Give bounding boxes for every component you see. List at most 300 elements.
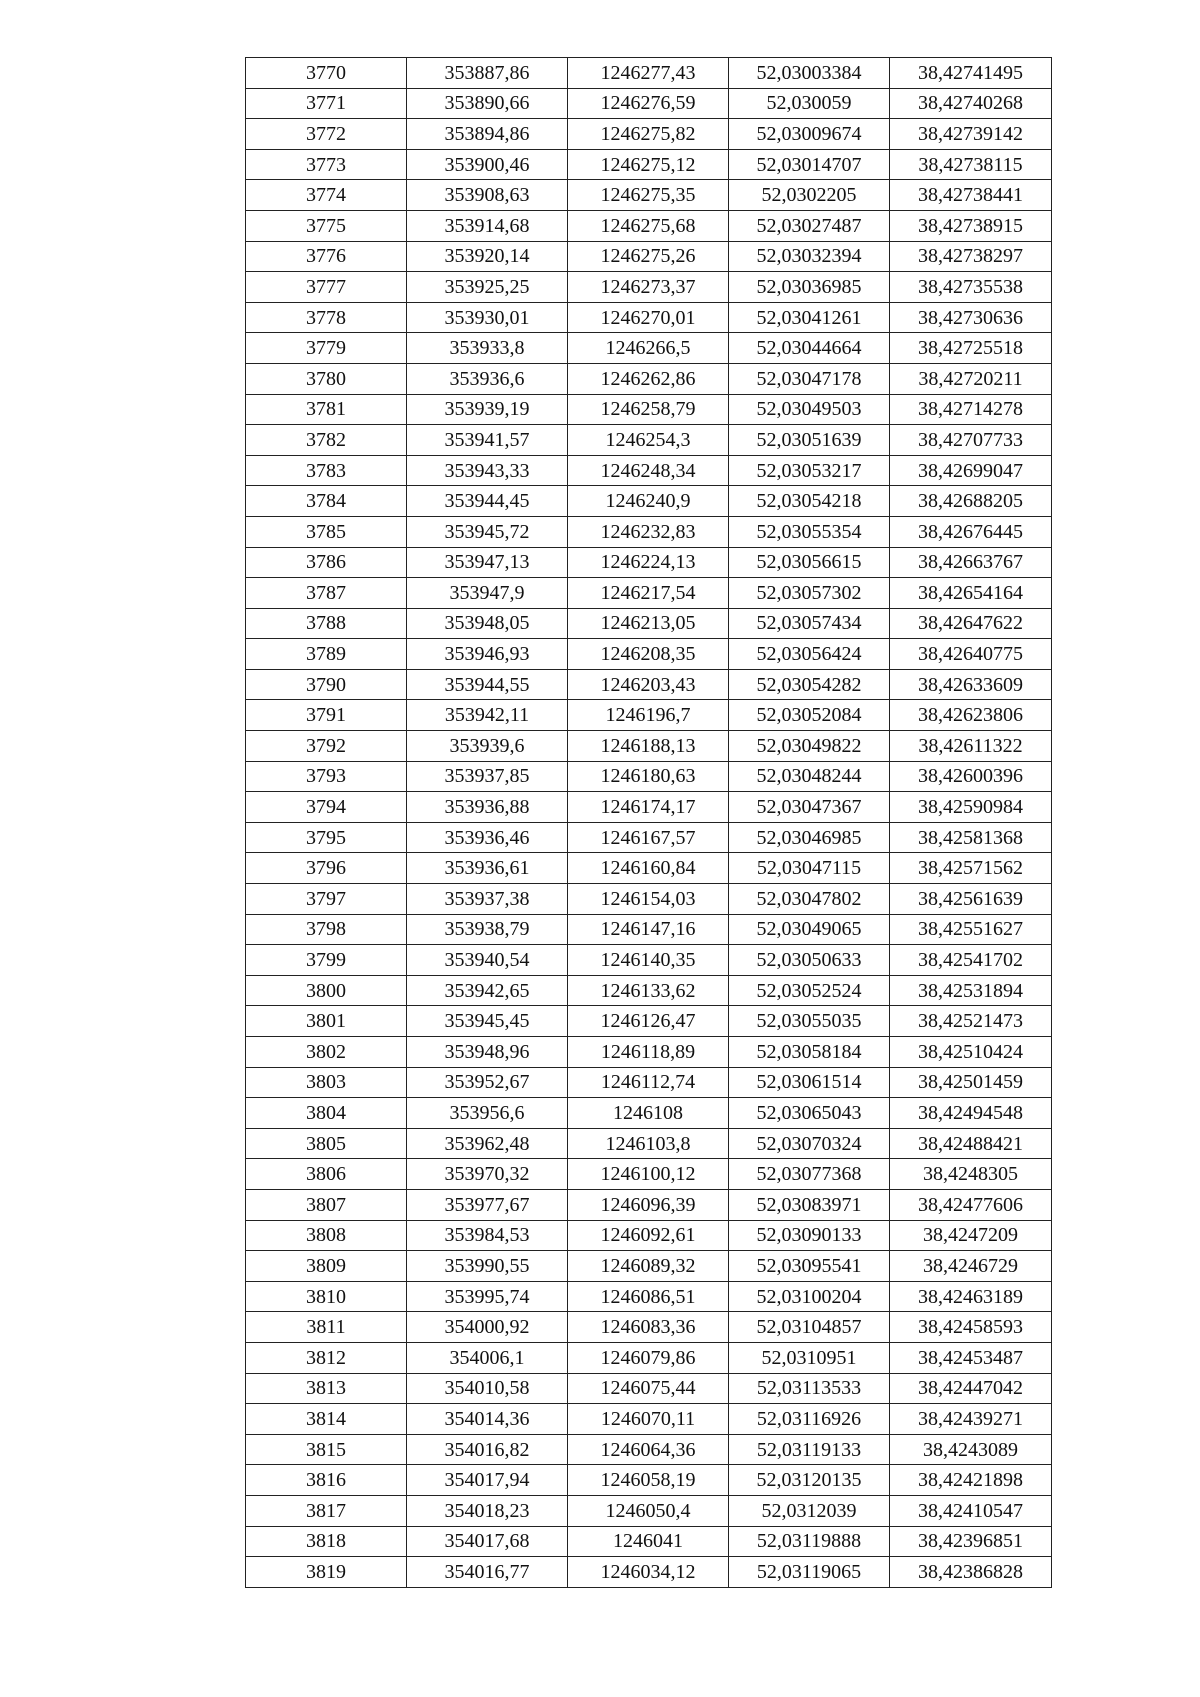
latitude-cell: 52,03049822 xyxy=(729,731,890,762)
table-row xyxy=(246,1098,1052,1129)
y-coordinate-cell: 1246070,11 xyxy=(568,1404,729,1435)
y-coordinate-cell: 1246086,51 xyxy=(568,1281,729,1312)
x-coordinate-cell: 353908,63 xyxy=(407,180,568,211)
point-number-cell: 3811 xyxy=(246,1312,407,1343)
longitude-cell: 38,42663767 xyxy=(890,547,1052,578)
table-row xyxy=(246,1037,1052,1068)
longitude-cell: 38,42676445 xyxy=(890,516,1052,547)
point-number-cell: 3791 xyxy=(246,700,407,731)
point-number-cell: 3810 xyxy=(246,1281,407,1312)
longitude-cell: 38,42488421 xyxy=(890,1128,1052,1159)
x-coordinate-cell: 353942,65 xyxy=(407,975,568,1006)
point-number-cell: 3801 xyxy=(246,1006,407,1037)
y-coordinate-cell: 1246277,43 xyxy=(568,58,729,89)
latitude-cell: 52,03046985 xyxy=(729,822,890,853)
point-number-cell: 3779 xyxy=(246,333,407,364)
latitude-cell: 52,03052524 xyxy=(729,975,890,1006)
x-coordinate-cell: 353956,6 xyxy=(407,1098,568,1129)
latitude-cell: 52,03119133 xyxy=(729,1434,890,1465)
x-coordinate-cell: 354000,92 xyxy=(407,1312,568,1343)
y-coordinate-cell: 1246258,79 xyxy=(568,394,729,425)
x-coordinate-cell: 354017,94 xyxy=(407,1465,568,1496)
y-coordinate-cell: 1246160,84 xyxy=(568,853,729,884)
point-number-cell: 3787 xyxy=(246,578,407,609)
table-row xyxy=(246,1495,1052,1526)
x-coordinate-cell: 354010,58 xyxy=(407,1373,568,1404)
y-coordinate-cell: 1246213,05 xyxy=(568,608,729,639)
latitude-cell: 52,0310951 xyxy=(729,1342,890,1373)
latitude-cell: 52,03027487 xyxy=(729,210,890,241)
x-coordinate-cell: 353995,74 xyxy=(407,1281,568,1312)
latitude-cell: 52,03119065 xyxy=(729,1557,890,1588)
table-row xyxy=(246,1006,1052,1037)
point-number-cell: 3806 xyxy=(246,1159,407,1190)
y-coordinate-cell: 1246140,35 xyxy=(568,945,729,976)
x-coordinate-cell: 353962,48 xyxy=(407,1128,568,1159)
table-row xyxy=(246,608,1052,639)
table-row xyxy=(246,241,1052,272)
y-coordinate-cell: 1246092,61 xyxy=(568,1220,729,1251)
table-row xyxy=(246,792,1052,823)
table-row xyxy=(246,149,1052,180)
latitude-cell: 52,030059 xyxy=(729,88,890,119)
y-coordinate-cell: 1246167,57 xyxy=(568,822,729,853)
y-coordinate-cell: 1246112,74 xyxy=(568,1067,729,1098)
latitude-cell: 52,03014707 xyxy=(729,149,890,180)
latitude-cell: 52,03050633 xyxy=(729,945,890,976)
table-row xyxy=(246,1067,1052,1098)
x-coordinate-cell: 353936,88 xyxy=(407,792,568,823)
point-number-cell: 3774 xyxy=(246,180,407,211)
point-number-cell: 3785 xyxy=(246,516,407,547)
x-coordinate-cell: 353944,55 xyxy=(407,669,568,700)
x-coordinate-cell: 353887,86 xyxy=(407,58,568,89)
y-coordinate-cell: 1246126,47 xyxy=(568,1006,729,1037)
y-coordinate-cell: 1246270,01 xyxy=(568,302,729,333)
table-row xyxy=(246,822,1052,853)
point-number-cell: 3776 xyxy=(246,241,407,272)
x-coordinate-cell: 353947,9 xyxy=(407,578,568,609)
longitude-cell: 38,42738297 xyxy=(890,241,1052,272)
y-coordinate-cell: 1246083,36 xyxy=(568,1312,729,1343)
latitude-cell: 52,03049065 xyxy=(729,914,890,945)
point-number-cell: 3808 xyxy=(246,1220,407,1251)
x-coordinate-cell: 353943,33 xyxy=(407,455,568,486)
y-coordinate-cell: 1246147,16 xyxy=(568,914,729,945)
point-number-cell: 3797 xyxy=(246,884,407,915)
point-number-cell: 3794 xyxy=(246,792,407,823)
latitude-cell: 52,03003384 xyxy=(729,58,890,89)
latitude-cell: 52,0302205 xyxy=(729,180,890,211)
x-coordinate-cell: 354016,82 xyxy=(407,1434,568,1465)
longitude-cell: 38,42447042 xyxy=(890,1373,1052,1404)
point-number-cell: 3770 xyxy=(246,58,407,89)
y-coordinate-cell: 1246154,03 xyxy=(568,884,729,915)
x-coordinate-cell: 353939,19 xyxy=(407,394,568,425)
latitude-cell: 52,03056424 xyxy=(729,639,890,670)
latitude-cell: 52,03119888 xyxy=(729,1526,890,1557)
longitude-cell: 38,42738915 xyxy=(890,210,1052,241)
y-coordinate-cell: 1246133,62 xyxy=(568,975,729,1006)
table-row xyxy=(246,547,1052,578)
x-coordinate-cell: 353933,8 xyxy=(407,333,568,364)
y-coordinate-cell: 1246174,17 xyxy=(568,792,729,823)
x-coordinate-cell: 353930,01 xyxy=(407,302,568,333)
y-coordinate-cell: 1246050,4 xyxy=(568,1495,729,1526)
point-number-cell: 3818 xyxy=(246,1526,407,1557)
table-row xyxy=(246,1189,1052,1220)
x-coordinate-cell: 354006,1 xyxy=(407,1342,568,1373)
longitude-cell: 38,42741495 xyxy=(890,58,1052,89)
point-number-cell: 3809 xyxy=(246,1251,407,1282)
point-number-cell: 3773 xyxy=(246,149,407,180)
y-coordinate-cell: 1246180,63 xyxy=(568,761,729,792)
table-row xyxy=(246,1434,1052,1465)
table-row xyxy=(246,731,1052,762)
table-row xyxy=(246,1159,1052,1190)
table-row xyxy=(246,639,1052,670)
point-number-cell: 3793 xyxy=(246,761,407,792)
longitude-cell: 38,42714278 xyxy=(890,394,1052,425)
longitude-cell: 38,42386828 xyxy=(890,1557,1052,1588)
point-number-cell: 3813 xyxy=(246,1373,407,1404)
latitude-cell: 52,03047367 xyxy=(729,792,890,823)
x-coordinate-cell: 353984,53 xyxy=(407,1220,568,1251)
latitude-cell: 52,03047115 xyxy=(729,853,890,884)
table-row xyxy=(246,88,1052,119)
x-coordinate-cell: 353952,67 xyxy=(407,1067,568,1098)
longitude-cell: 38,4246729 xyxy=(890,1251,1052,1282)
y-coordinate-cell: 1246275,82 xyxy=(568,119,729,150)
latitude-cell: 52,03051639 xyxy=(729,425,890,456)
y-coordinate-cell: 1246254,3 xyxy=(568,425,729,456)
latitude-cell: 52,0312039 xyxy=(729,1495,890,1526)
point-number-cell: 3796 xyxy=(246,853,407,884)
table-row xyxy=(246,516,1052,547)
point-number-cell: 3790 xyxy=(246,669,407,700)
latitude-cell: 52,03047178 xyxy=(729,363,890,394)
latitude-cell: 52,03047802 xyxy=(729,884,890,915)
point-number-cell: 3799 xyxy=(246,945,407,976)
latitude-cell: 52,03120135 xyxy=(729,1465,890,1496)
point-number-cell: 3817 xyxy=(246,1495,407,1526)
latitude-cell: 52,03065043 xyxy=(729,1098,890,1129)
x-coordinate-cell: 353948,96 xyxy=(407,1037,568,1068)
longitude-cell: 38,42654164 xyxy=(890,578,1052,609)
table-row xyxy=(246,210,1052,241)
y-coordinate-cell: 1246103,8 xyxy=(568,1128,729,1159)
longitude-cell: 38,42581368 xyxy=(890,822,1052,853)
x-coordinate-cell: 353947,13 xyxy=(407,547,568,578)
point-number-cell: 3792 xyxy=(246,731,407,762)
x-coordinate-cell: 353936,61 xyxy=(407,853,568,884)
latitude-cell: 52,03057434 xyxy=(729,608,890,639)
table-row xyxy=(246,1342,1052,1373)
y-coordinate-cell: 1246203,43 xyxy=(568,669,729,700)
latitude-cell: 52,03048244 xyxy=(729,761,890,792)
latitude-cell: 52,03056615 xyxy=(729,547,890,578)
point-number-cell: 3780 xyxy=(246,363,407,394)
y-coordinate-cell: 1246262,86 xyxy=(568,363,729,394)
latitude-cell: 52,03083971 xyxy=(729,1189,890,1220)
longitude-cell: 38,42494548 xyxy=(890,1098,1052,1129)
table-row xyxy=(246,1128,1052,1159)
table-row xyxy=(246,1312,1052,1343)
longitude-cell: 38,42699047 xyxy=(890,455,1052,486)
y-coordinate-cell: 1246248,34 xyxy=(568,455,729,486)
x-coordinate-cell: 353945,45 xyxy=(407,1006,568,1037)
point-number-cell: 3812 xyxy=(246,1342,407,1373)
longitude-cell: 38,42688205 xyxy=(890,486,1052,517)
latitude-cell: 52,03055354 xyxy=(729,516,890,547)
latitude-cell: 52,03077368 xyxy=(729,1159,890,1190)
table-row xyxy=(246,455,1052,486)
table-row xyxy=(246,1465,1052,1496)
table-row xyxy=(246,669,1052,700)
table-row xyxy=(246,333,1052,364)
latitude-cell: 52,03095541 xyxy=(729,1251,890,1282)
x-coordinate-cell: 353936,46 xyxy=(407,822,568,853)
longitude-cell: 38,42725518 xyxy=(890,333,1052,364)
x-coordinate-cell: 353948,05 xyxy=(407,608,568,639)
x-coordinate-cell: 353946,93 xyxy=(407,639,568,670)
point-number-cell: 3798 xyxy=(246,914,407,945)
point-number-cell: 3788 xyxy=(246,608,407,639)
latitude-cell: 52,03036985 xyxy=(729,272,890,303)
x-coordinate-cell: 353900,46 xyxy=(407,149,568,180)
longitude-cell: 38,42521473 xyxy=(890,1006,1052,1037)
latitude-cell: 52,03058184 xyxy=(729,1037,890,1068)
longitude-cell: 38,42561639 xyxy=(890,884,1052,915)
longitude-cell: 38,42730636 xyxy=(890,302,1052,333)
longitude-cell: 38,4247209 xyxy=(890,1220,1052,1251)
x-coordinate-cell: 353938,79 xyxy=(407,914,568,945)
longitude-cell: 38,42611322 xyxy=(890,731,1052,762)
x-coordinate-cell: 353977,67 xyxy=(407,1189,568,1220)
latitude-cell: 52,03041261 xyxy=(729,302,890,333)
point-number-cell: 3819 xyxy=(246,1557,407,1588)
point-number-cell: 3781 xyxy=(246,394,407,425)
point-number-cell: 3775 xyxy=(246,210,407,241)
y-coordinate-cell: 1246224,13 xyxy=(568,547,729,578)
x-coordinate-cell: 353944,45 xyxy=(407,486,568,517)
x-coordinate-cell: 353940,54 xyxy=(407,945,568,976)
table-row xyxy=(246,884,1052,915)
table-row xyxy=(246,425,1052,456)
latitude-cell: 52,03052084 xyxy=(729,700,890,731)
point-number-cell: 3771 xyxy=(246,88,407,119)
x-coordinate-cell: 353894,86 xyxy=(407,119,568,150)
latitude-cell: 52,03116926 xyxy=(729,1404,890,1435)
y-coordinate-cell: 1246079,86 xyxy=(568,1342,729,1373)
point-number-cell: 3802 xyxy=(246,1037,407,1068)
longitude-cell: 38,42477606 xyxy=(890,1189,1052,1220)
longitude-cell: 38,42738441 xyxy=(890,180,1052,211)
y-coordinate-cell: 1246089,32 xyxy=(568,1251,729,1282)
latitude-cell: 52,03057302 xyxy=(729,578,890,609)
x-coordinate-cell: 353945,72 xyxy=(407,516,568,547)
table-row xyxy=(246,1220,1052,1251)
table-row xyxy=(246,58,1052,89)
x-coordinate-cell: 353939,6 xyxy=(407,731,568,762)
longitude-cell: 38,42739142 xyxy=(890,119,1052,150)
latitude-cell: 52,03032394 xyxy=(729,241,890,272)
longitude-cell: 38,42640775 xyxy=(890,639,1052,670)
longitude-cell: 38,42501459 xyxy=(890,1067,1052,1098)
latitude-cell: 52,03053217 xyxy=(729,455,890,486)
table-row xyxy=(246,700,1052,731)
y-coordinate-cell: 1246275,35 xyxy=(568,180,729,211)
longitude-cell: 38,42647622 xyxy=(890,608,1052,639)
y-coordinate-cell: 1246064,36 xyxy=(568,1434,729,1465)
x-coordinate-cell: 354017,68 xyxy=(407,1526,568,1557)
longitude-cell: 38,42458593 xyxy=(890,1312,1052,1343)
point-number-cell: 3795 xyxy=(246,822,407,853)
longitude-cell: 38,42439271 xyxy=(890,1404,1052,1435)
y-coordinate-cell: 1246034,12 xyxy=(568,1557,729,1588)
table-row xyxy=(246,1404,1052,1435)
point-number-cell: 3782 xyxy=(246,425,407,456)
table-row xyxy=(246,914,1052,945)
longitude-cell: 38,42531894 xyxy=(890,975,1052,1006)
point-number-cell: 3778 xyxy=(246,302,407,333)
x-coordinate-cell: 353937,38 xyxy=(407,884,568,915)
latitude-cell: 52,03055035 xyxy=(729,1006,890,1037)
longitude-cell: 38,42707733 xyxy=(890,425,1052,456)
x-coordinate-cell: 354018,23 xyxy=(407,1495,568,1526)
y-coordinate-cell: 1246075,44 xyxy=(568,1373,729,1404)
point-number-cell: 3783 xyxy=(246,455,407,486)
longitude-cell: 38,42738115 xyxy=(890,149,1052,180)
table-row xyxy=(246,363,1052,394)
latitude-cell: 52,03090133 xyxy=(729,1220,890,1251)
table-row xyxy=(246,1557,1052,1588)
y-coordinate-cell: 1246217,54 xyxy=(568,578,729,609)
point-number-cell: 3807 xyxy=(246,1189,407,1220)
longitude-cell: 38,42633609 xyxy=(890,669,1052,700)
table-row xyxy=(246,486,1052,517)
y-coordinate-cell: 1246196,7 xyxy=(568,700,729,731)
point-number-cell: 3804 xyxy=(246,1098,407,1129)
table-row xyxy=(246,853,1052,884)
x-coordinate-cell: 353914,68 xyxy=(407,210,568,241)
longitude-cell: 38,42590984 xyxy=(890,792,1052,823)
table-row xyxy=(246,1281,1052,1312)
latitude-cell: 52,03009674 xyxy=(729,119,890,150)
point-number-cell: 3786 xyxy=(246,547,407,578)
x-coordinate-cell: 353990,55 xyxy=(407,1251,568,1282)
y-coordinate-cell: 1246275,68 xyxy=(568,210,729,241)
latitude-cell: 52,03100204 xyxy=(729,1281,890,1312)
x-coordinate-cell: 353920,14 xyxy=(407,241,568,272)
longitude-cell: 38,42735538 xyxy=(890,272,1052,303)
y-coordinate-cell: 1246266,5 xyxy=(568,333,729,364)
y-coordinate-cell: 1246188,13 xyxy=(568,731,729,762)
longitude-cell: 38,42421898 xyxy=(890,1465,1052,1496)
table-row xyxy=(246,578,1052,609)
point-number-cell: 3814 xyxy=(246,1404,407,1435)
y-coordinate-cell: 1246273,37 xyxy=(568,272,729,303)
point-number-cell: 3789 xyxy=(246,639,407,670)
table-row xyxy=(246,272,1052,303)
x-coordinate-cell: 353890,66 xyxy=(407,88,568,119)
table-row xyxy=(246,1251,1052,1282)
x-coordinate-cell: 353941,57 xyxy=(407,425,568,456)
coordinates-table xyxy=(245,57,1052,1588)
y-coordinate-cell: 1246096,39 xyxy=(568,1189,729,1220)
latitude-cell: 52,03054282 xyxy=(729,669,890,700)
table-row xyxy=(246,1526,1052,1557)
longitude-cell: 38,42720211 xyxy=(890,363,1052,394)
x-coordinate-cell: 353936,6 xyxy=(407,363,568,394)
point-number-cell: 3805 xyxy=(246,1128,407,1159)
latitude-cell: 52,03049503 xyxy=(729,394,890,425)
longitude-cell: 38,42541702 xyxy=(890,945,1052,976)
longitude-cell: 38,42740268 xyxy=(890,88,1052,119)
latitude-cell: 52,03044664 xyxy=(729,333,890,364)
point-number-cell: 3816 xyxy=(246,1465,407,1496)
longitude-cell: 38,42510424 xyxy=(890,1037,1052,1068)
y-coordinate-cell: 1246275,26 xyxy=(568,241,729,272)
x-coordinate-cell: 353942,11 xyxy=(407,700,568,731)
table-row xyxy=(246,119,1052,150)
table-row xyxy=(246,945,1052,976)
x-coordinate-cell: 353925,25 xyxy=(407,272,568,303)
table-row xyxy=(246,975,1052,1006)
x-coordinate-cell: 354014,36 xyxy=(407,1404,568,1435)
longitude-cell: 38,42463189 xyxy=(890,1281,1052,1312)
longitude-cell: 38,42453487 xyxy=(890,1342,1052,1373)
longitude-cell: 38,42600396 xyxy=(890,761,1052,792)
longitude-cell: 38,42410547 xyxy=(890,1495,1052,1526)
y-coordinate-cell: 1246108 xyxy=(568,1098,729,1129)
longitude-cell: 38,4243089 xyxy=(890,1434,1052,1465)
point-number-cell: 3815 xyxy=(246,1434,407,1465)
point-number-cell: 3777 xyxy=(246,272,407,303)
table-row xyxy=(246,761,1052,792)
longitude-cell: 38,4248305 xyxy=(890,1159,1052,1190)
y-coordinate-cell: 1246276,59 xyxy=(568,88,729,119)
x-coordinate-cell: 354016,77 xyxy=(407,1557,568,1588)
longitude-cell: 38,42551627 xyxy=(890,914,1052,945)
coordinates-table-body xyxy=(246,58,1052,1588)
y-coordinate-cell: 1246275,12 xyxy=(568,149,729,180)
longitude-cell: 38,42571562 xyxy=(890,853,1052,884)
table-row xyxy=(246,394,1052,425)
latitude-cell: 52,03113533 xyxy=(729,1373,890,1404)
point-number-cell: 3800 xyxy=(246,975,407,1006)
table-row xyxy=(246,302,1052,333)
latitude-cell: 52,03061514 xyxy=(729,1067,890,1098)
point-number-cell: 3803 xyxy=(246,1067,407,1098)
y-coordinate-cell: 1246232,83 xyxy=(568,516,729,547)
y-coordinate-cell: 1246240,9 xyxy=(568,486,729,517)
y-coordinate-cell: 1246118,89 xyxy=(568,1037,729,1068)
table-row xyxy=(246,1373,1052,1404)
point-number-cell: 3784 xyxy=(246,486,407,517)
longitude-cell: 38,42623806 xyxy=(890,700,1052,731)
latitude-cell: 52,03104857 xyxy=(729,1312,890,1343)
point-number-cell: 3772 xyxy=(246,119,407,150)
x-coordinate-cell: 353937,85 xyxy=(407,761,568,792)
table-row xyxy=(246,180,1052,211)
y-coordinate-cell: 1246208,35 xyxy=(568,639,729,670)
y-coordinate-cell: 1246058,19 xyxy=(568,1465,729,1496)
latitude-cell: 52,03054218 xyxy=(729,486,890,517)
x-coordinate-cell: 353970,32 xyxy=(407,1159,568,1190)
y-coordinate-cell: 1246100,12 xyxy=(568,1159,729,1190)
y-coordinate-cell: 1246041 xyxy=(568,1526,729,1557)
